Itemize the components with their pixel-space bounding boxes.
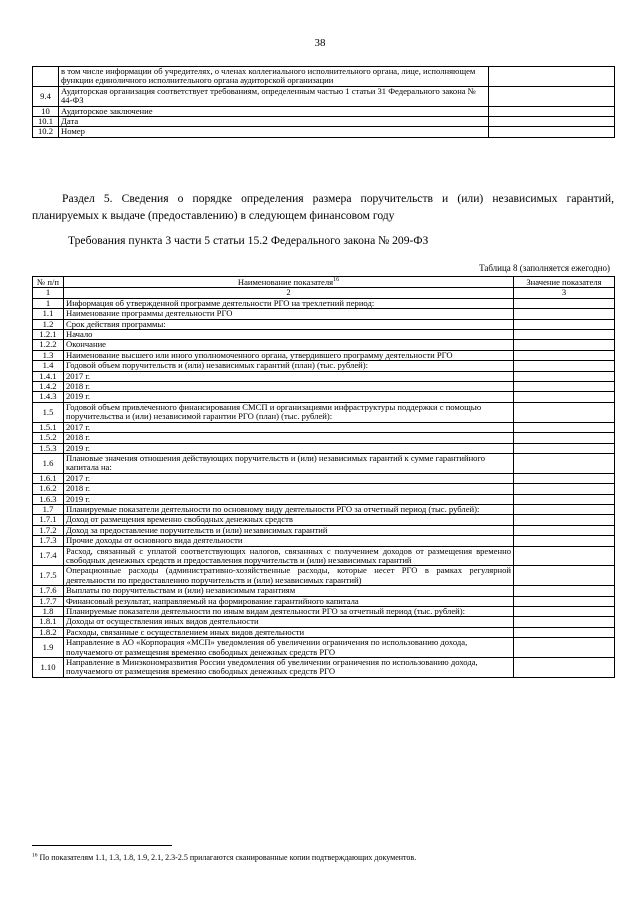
row-value	[514, 473, 615, 483]
row-number	[33, 67, 59, 87]
row-number: 1.8.2	[33, 627, 64, 637]
row-value	[514, 371, 615, 381]
row-label: Аудиторское заключение	[59, 106, 489, 116]
row-value	[514, 453, 615, 473]
table-row	[33, 494, 615, 504]
row-label: 2017 г.	[64, 473, 514, 483]
row-number: 1.8.1	[33, 617, 64, 627]
header-value: Значение показателя	[514, 277, 615, 288]
table-row	[33, 382, 615, 392]
row-number: 1.10	[33, 658, 64, 678]
table-row	[33, 350, 615, 360]
row-number: 1.4.2	[33, 382, 64, 392]
row-number: 1.2	[33, 319, 64, 329]
table-row	[33, 525, 615, 535]
column-index-row	[33, 288, 615, 298]
table-row	[33, 330, 615, 340]
footnote	[32, 853, 416, 862]
footnote-mark: 16	[32, 852, 38, 859]
table-row	[33, 422, 615, 432]
row-number: 1.5.3	[33, 443, 64, 453]
row-value	[514, 484, 615, 494]
row-number: 1.7.6	[33, 586, 64, 596]
table-row	[33, 433, 615, 443]
row-value	[514, 422, 615, 432]
row-number: 1.8	[33, 607, 64, 617]
table-row	[33, 67, 615, 87]
header-num: № п/п	[33, 277, 64, 288]
row-label: Плановые значения отношения действующих поручительств и (или) независимых гарантий к сумме гарантийного капитала на:	[64, 453, 514, 473]
row-number: 1.4.1	[33, 371, 64, 381]
row-value	[514, 361, 615, 371]
row-value	[514, 443, 615, 453]
row-number: 9.4	[33, 86, 59, 106]
row-label: Финансовый результат, направляемый на формирование гарантийного капитала	[64, 596, 514, 606]
footnote-divider	[32, 845, 172, 846]
row-value	[514, 433, 615, 443]
row-label: Наименование высшего или иного уполномоченного органа, утвердившего программу деятельности РГО	[64, 350, 514, 360]
table-row	[33, 596, 615, 606]
row-number: 1.3	[33, 350, 64, 360]
header-name-label: Наименование показателя	[237, 277, 334, 287]
row-value	[514, 566, 615, 586]
row-number: 1.7.7	[33, 596, 64, 606]
page-number: 38	[314, 37, 326, 49]
table-row	[33, 117, 615, 127]
row-label: Операционные расходы (административно-хозяйственные расходы, которые несет РГО в рамках регулярной деятельности по предоставлению поручительств и (или) независимых гарантий)	[64, 566, 514, 586]
row-label: 2018 г.	[64, 382, 514, 392]
index-num: 1	[33, 288, 64, 298]
row-label: Информация об утвержденной программе деятельности РГО на трехлетний период:	[64, 298, 514, 308]
row-label: 2018 г.	[64, 433, 514, 443]
table-row	[33, 392, 615, 402]
row-label: Наименование программы деятельности РГО	[64, 309, 514, 319]
audit-table-body	[33, 67, 615, 138]
row-label: Доход за предоставление поручительств и (или) независимых гарантий	[64, 525, 514, 535]
row-value	[514, 330, 615, 340]
row-number: 1.6.3	[33, 494, 64, 504]
row-value	[514, 536, 615, 546]
row-value	[514, 504, 615, 514]
header-name	[64, 277, 514, 288]
row-number: 10	[33, 106, 59, 116]
row-number: 1.7.3	[33, 536, 64, 546]
row-number: 1.2.1	[33, 330, 64, 340]
row-label: Окончание	[64, 340, 514, 350]
row-number: 1.4	[33, 361, 64, 371]
row-label: 2017 г.	[64, 422, 514, 432]
guarantee-table-body	[33, 298, 615, 677]
table-row	[33, 443, 615, 453]
row-number: 10.1	[33, 117, 59, 127]
row-label: Направление в Минэкономразвития России уведомления об увеличении ограничения по использованию дохода, получаемого от размещения временно свободных денежных средств РГО	[64, 658, 514, 678]
row-label: Доходы от осуществления иных видов деятельности	[64, 617, 514, 627]
footnote-text: По показателям 1.1, 1.3, 1.8, 1.9, 2.1, 2.3-2.5 прилагаются сканированные копии подтверждающих документов.	[39, 853, 417, 862]
row-number: 1.6.2	[33, 484, 64, 494]
row-label: Дата	[59, 117, 489, 127]
row-value	[514, 658, 615, 678]
table-row	[33, 371, 615, 381]
table-row	[33, 473, 615, 483]
row-number: 1.7	[33, 504, 64, 514]
row-value	[489, 106, 615, 116]
table-row	[33, 586, 615, 596]
row-label: Аудиторская организация соответствует требованиям, определенным частью 1 статьи 31 Федерального закона № 44-ФЗ	[59, 86, 489, 106]
table-header-row	[33, 277, 615, 288]
row-number: 1.5	[33, 402, 64, 422]
table-row	[33, 106, 615, 116]
table-row	[33, 361, 615, 371]
row-label: 2019 г.	[64, 494, 514, 504]
row-label: Годовой объем поручительств и (или) независимых гарантий (план) (тыс. рублей):	[64, 361, 514, 371]
row-value	[514, 350, 615, 360]
table-row	[33, 607, 615, 617]
index-value: 3	[514, 288, 615, 298]
row-value	[514, 546, 615, 566]
row-number: 1.4.3	[33, 392, 64, 402]
requirement-line: Требования пункта 3 части 5 статьи 15.2 Федерального закона № 209-ФЗ	[68, 234, 429, 247]
table-row	[33, 515, 615, 525]
index-name: 2	[64, 288, 514, 298]
table-row	[33, 402, 615, 422]
row-value	[514, 617, 615, 627]
row-number: 1.6.1	[33, 473, 64, 483]
row-label: Расходы, связанные с осуществлением иных видов деятельности	[64, 627, 514, 637]
row-value	[514, 309, 615, 319]
row-label: Направление в АО «Корпорация «МСП» уведомления об увеличении ограничения по использованию дохода, получаемого от размещения временно свободных денежных средств РГО	[64, 638, 514, 658]
row-number: 1	[33, 298, 64, 308]
row-label: Расход, связанный с уплатой соответствующих налогов, связанных с получением доходов от размещения временно свободных денежных средств и предоставления поручительств и (или) независимых гарантий	[64, 546, 514, 566]
audit-table	[32, 66, 615, 138]
row-number: 1.5.1	[33, 422, 64, 432]
table-row	[33, 566, 615, 586]
row-value	[514, 319, 615, 329]
row-number: 10.2	[33, 127, 59, 137]
row-value	[489, 117, 615, 127]
row-value	[489, 86, 615, 106]
row-label: в том числе информации об учредителях, о членах коллегиального исполнительного органа, лице, исполняющем функции единоличного исполнительного органа аудиторской организации	[59, 67, 489, 87]
row-value	[489, 67, 615, 87]
table-row	[33, 319, 615, 329]
row-number: 1.7.5	[33, 566, 64, 586]
row-number: 1.6	[33, 453, 64, 473]
table-row	[33, 309, 615, 319]
row-value	[514, 298, 615, 308]
table-row	[33, 536, 615, 546]
row-value	[514, 382, 615, 392]
table-row	[33, 504, 615, 514]
row-number: 1.7.4	[33, 546, 64, 566]
row-label: Номер	[59, 127, 489, 137]
table-row	[33, 340, 615, 350]
row-label: Планируемые показатели деятельности по иным видам деятельности РГО за отчетный период (тыс. рублей):	[64, 607, 514, 617]
row-number: 1.5.2	[33, 433, 64, 443]
row-label: Планируемые показатели деятельности по основному виду деятельности РГО за отчетный период (тыс. рублей):	[64, 504, 514, 514]
row-label: Годовой объем привлеченного финансирования СМСП и организациями инфраструктуры поддержки с помощью поручительства и (или) независимой гарантии РГО (план) (тыс. рублей):	[64, 402, 514, 422]
row-label: Доход от размещения временно свободных денежных средств	[64, 515, 514, 525]
row-number: 1.7.1	[33, 515, 64, 525]
row-label: Срок действия программы:	[64, 319, 514, 329]
row-value	[514, 525, 615, 535]
table-row	[33, 298, 615, 308]
row-value	[514, 596, 615, 606]
row-value	[514, 340, 615, 350]
row-label: 2019 г.	[64, 392, 514, 402]
row-label: Выплаты по поручительствам и (или) независимым гарантиям	[64, 586, 514, 596]
row-value	[514, 607, 615, 617]
table-row	[33, 638, 615, 658]
section-title: Раздел 5. Сведения о порядке определения размера поручительств и (или) независимых гарантий, планируемых к выдаче (предоставлению) в следующем финансовом году	[32, 192, 614, 222]
table-row	[33, 453, 615, 473]
row-label: 2018 г.	[64, 484, 514, 494]
row-label: Начало	[64, 330, 514, 340]
table-row	[33, 86, 615, 106]
row-label: Прочие доходы от основного вида деятельности	[64, 536, 514, 546]
row-value	[514, 638, 615, 658]
table-row	[33, 546, 615, 566]
row-value	[514, 627, 615, 637]
row-label: 2017 г.	[64, 371, 514, 381]
row-value	[514, 586, 615, 596]
row-number: 1.2.2	[33, 340, 64, 350]
table-row	[33, 658, 615, 678]
row-number: 1.7.2	[33, 525, 64, 535]
row-value	[514, 515, 615, 525]
row-label: 2019 г.	[64, 443, 514, 453]
guarantee-table	[32, 276, 615, 678]
row-number: 1.1	[33, 309, 64, 319]
table-row	[33, 617, 615, 627]
row-value	[489, 127, 615, 137]
table-caption: Таблица 8 (заполняется ежегодно)	[479, 263, 610, 273]
header-footnote-mark: 16	[333, 277, 340, 284]
row-value	[514, 494, 615, 504]
table-row	[33, 127, 615, 137]
row-value	[514, 402, 615, 422]
table-row	[33, 484, 615, 494]
table-row	[33, 627, 615, 637]
row-number: 1.9	[33, 638, 64, 658]
row-value	[514, 392, 615, 402]
